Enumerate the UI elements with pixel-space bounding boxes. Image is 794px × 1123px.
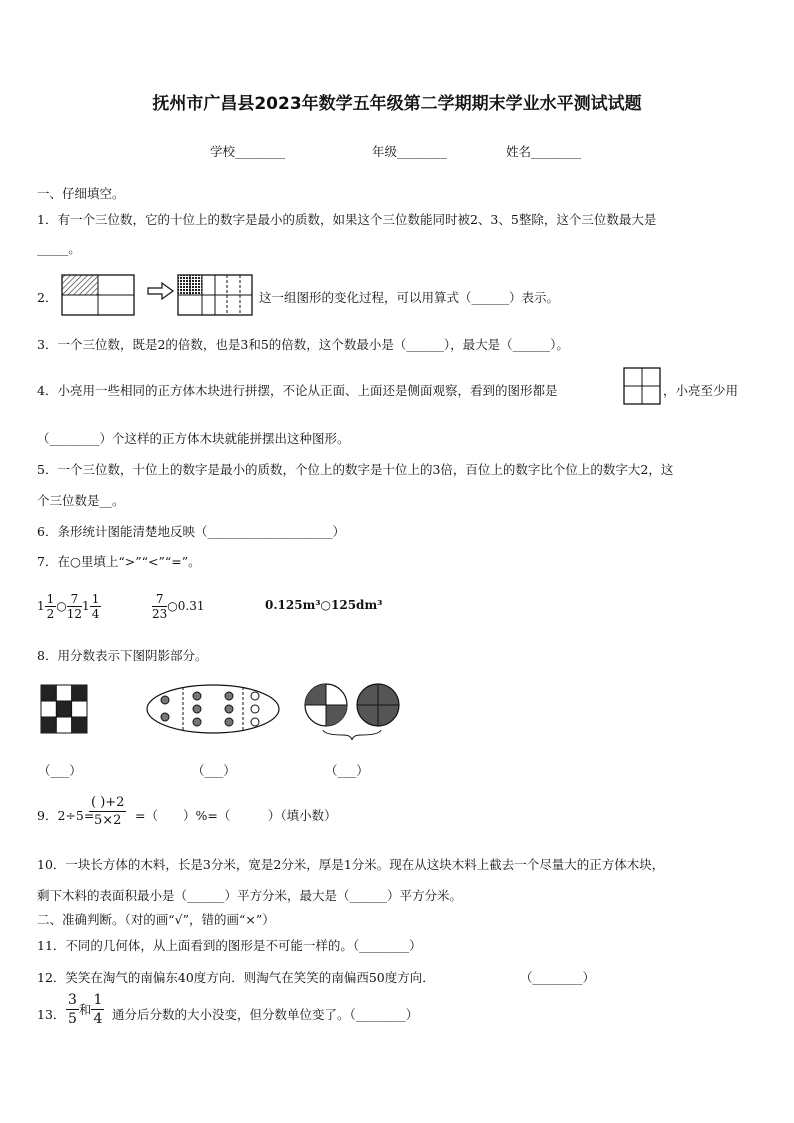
q5-line2: 个三位数是__。: [37, 493, 125, 508]
q8-oval-dots-figure: [145, 683, 281, 735]
q7-expression-1: 1 $\frac{1}{2}$ ○ $\frac{7}{12}$ 1 $\frac{1}{4}$: [37, 592, 100, 621]
q4-line2: （________）个这样的正方体木块就能拼摆出这种图形。: [37, 431, 350, 446]
q7-expression-2: $\frac{7}{23}$ ○0.31: [152, 592, 205, 621]
q4-text-a: 4．小亮用一些相同的正方体木块进行拼摆，不论从正面、上面还是侧面观察，看到的图形都是: [37, 383, 558, 398]
q7-expression-3: 0.125m³○125dm³: [265, 598, 383, 612]
q8-blank-3[interactable]: （___）: [325, 763, 369, 778]
q9-right: =（ ）%=（ ）（填小数）: [135, 808, 337, 823]
q1-line1: 1．有一个三位数，它的十位上的数字是最小的质数，如果这个三位数能同时被2、3、5整除，这个三位数最大是: [37, 212, 657, 227]
q13-expression: $\frac{3}{5}$ 和 $\frac{1}{4}$: [68, 992, 103, 1027]
q11-text: 11．不同的几何体，从上面看到的图形是不可能一样的。（________）: [37, 938, 422, 953]
q2-number: 2．: [37, 290, 58, 305]
page-title: 抚州市广昌县2023年数学五年级第二学期期末学业水平测试试题: [152, 94, 642, 114]
section-1-heading: 一、仔细填空。: [37, 186, 125, 201]
school-field[interactable]: 学校________: [210, 144, 286, 159]
q10-line2: 剩下木料的表面积最小是（______）平方分米，最大是（______）平方分米。: [37, 888, 463, 903]
q3-text: 3．一个三位数，既是2的倍数，也是3和5的倍数，这个数最小是（______），最大是（______）。: [37, 337, 569, 352]
q8-blank-2[interactable]: （___）: [192, 763, 236, 778]
q8-stem: 8．用分数表示下图阴影部分。: [37, 648, 208, 663]
q12-blank[interactable]: （________）: [520, 970, 596, 985]
section-2-heading: 二、准确判断。（对的画“√”，错的画“×”）: [37, 912, 275, 927]
q1-line2: _____。: [37, 241, 81, 256]
q13-number: 13．: [37, 1007, 66, 1022]
q9-fraction: $\frac{( )+2}{5\times 2}$: [91, 795, 125, 828]
q7-stem: 7．在○里填上“>”“<”“=”。: [37, 554, 201, 569]
q9-left: 9．2÷5=: [37, 808, 95, 823]
q2-text: 这一组图形的变化过程，可以用算式（______）表示。: [259, 290, 560, 305]
q4-text-b: ，小亮至少用: [663, 383, 739, 398]
q4-grid-figure: [623, 367, 663, 407]
q8-circles-figure: [303, 683, 401, 741]
q12-text: 12．笑笑在淘气的南偏东40度方向．则淘气在笑笑的南偏西50度方向．: [37, 970, 435, 985]
q10-line1: 10．一块长方体的木料，长是3分米，宽是2分米，厚是1分米。现在从这块木料上截去一个尽量大的正方体木块，: [37, 857, 665, 872]
q6-text: 6．条形统计图能清楚地反映（____________________）: [37, 524, 345, 539]
name-field[interactable]: 姓名________: [506, 144, 582, 159]
q13-text: 通分后分数的大小没变，但分数单位变了。（________）: [112, 1007, 419, 1022]
arrow-right-icon: [148, 283, 173, 299]
q2-figure: [60, 274, 260, 316]
q8-checkerboard-figure: [40, 684, 90, 736]
q5-line1: 5．一个三位数，十位上的数字是最小的质数，个位上的数字是十位上的3倍，百位上的数字比个位上的数字大2，这: [37, 462, 674, 477]
q8-blank-1[interactable]: （___）: [38, 763, 82, 778]
grade-field[interactable]: 年级________: [372, 144, 448, 159]
